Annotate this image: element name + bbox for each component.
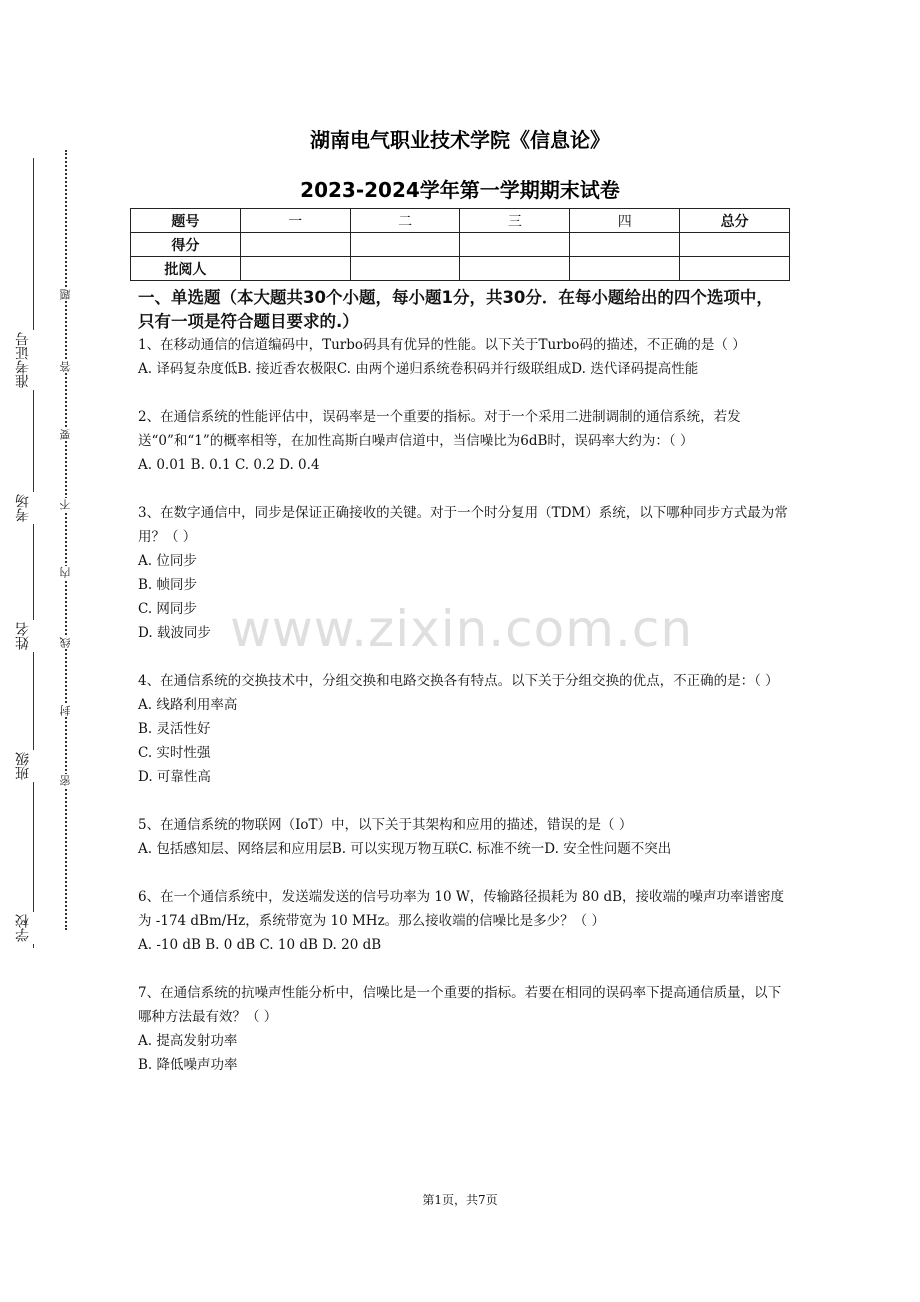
question-item bbox=[138, 981, 788, 1077]
seal-word: 答 bbox=[59, 361, 72, 372]
question-item bbox=[138, 405, 788, 477]
question-stem: 5、在通信系统的物联网（IoT）中，以下关于其架构和应用的描述，错误的是（ ） bbox=[138, 817, 633, 833]
question-option: D. 载波同步 bbox=[138, 625, 211, 641]
question-option: A. 译码复杂度低B. 接近香农极限C. 由两个递归系统卷积码并行级联组成D. 迭代译码提高性能 bbox=[138, 361, 699, 377]
question-option: A. -10 dB B. 0 dB C. 10 dB D. 20 dB bbox=[138, 937, 382, 953]
seal-word: 密 bbox=[59, 775, 72, 786]
score-cell bbox=[460, 233, 570, 257]
seal-word: 线 bbox=[59, 637, 72, 648]
section-heading: 一、单选题（本大题共30个小题，每小题1分，共30分．在每小题给出的四个选项中，只有一项是符合题目要求的.） bbox=[138, 288, 773, 331]
margin-label-school: 学校 bbox=[13, 912, 41, 944]
grader-cell bbox=[570, 257, 680, 281]
question-stem: 2、在通信系统的性能评估中，误码率是一个重要的指标。对于一个采用二进制调制的通信系统，若发送“0”和“1”的概率相等，在加性高斯白噪声信道中，当信噪比为6dB时，误码率大约为：（ ） bbox=[138, 409, 741, 449]
score-header-cell: 总分 bbox=[680, 209, 790, 233]
seal-word: 内 bbox=[59, 567, 72, 578]
question-item bbox=[138, 813, 788, 861]
question-stem: 7、在通信系统的抗噪声性能分析中，信噪比是一个重要的指标。若要在相同的误码率下提高通信质量，以下哪种方法最有效？（ ） bbox=[138, 985, 782, 1025]
grader-cell bbox=[680, 257, 790, 281]
seal-word: 要 bbox=[59, 429, 72, 440]
page-subtitle: 2023-2024学年第一学期期末试卷 bbox=[300, 178, 620, 202]
score-header-cell: 二 bbox=[350, 209, 460, 233]
seal-word: 封 bbox=[59, 705, 72, 716]
question-option: A. 包括感知层、网络层和应用层B. 可以实现万物互联C. 标准不统一D. 安全性问题不突出 bbox=[138, 841, 672, 857]
score-table bbox=[130, 208, 790, 281]
question-list bbox=[138, 333, 788, 1101]
grader-cell bbox=[350, 257, 460, 281]
question-option: B. 灵活性好 bbox=[138, 721, 211, 737]
seal-dotted-line bbox=[65, 150, 67, 930]
question-option: A. 0.01 B. 0.1 C. 0.2 D. 0.4 bbox=[138, 457, 320, 473]
score-row bbox=[131, 233, 790, 257]
score-table-header-row bbox=[131, 209, 790, 233]
question-stem: 4、在通信系统的交换技术中，分组交换和电路交换各有特点。以下关于分组交换的优点，不正确的是：（ ） bbox=[138, 673, 779, 689]
margin-label-exam-number: 准考证号 bbox=[13, 330, 41, 390]
question-option: B. 降低噪声功率 bbox=[138, 1057, 238, 1073]
question-item bbox=[138, 669, 788, 789]
grader-row-label: 批阅人 bbox=[131, 257, 241, 281]
question-stem: 6、在一个通信系统中，发送端发送的信号功率为 10 W，传输路径损耗为 80 dB，接收端的噪声功率谱密度为 -174 dBm/Hz，系统带宽为 10 MHz。那么接收端的信噪比是多少？（ ） bbox=[138, 889, 785, 929]
question-item bbox=[138, 333, 788, 381]
question-option: C. 实时性强 bbox=[138, 745, 211, 761]
page-title: 湖南电气职业技术学院《信息论》 bbox=[310, 128, 610, 152]
seal-word: 不 bbox=[59, 499, 72, 510]
question-option: A. 提高发射功率 bbox=[138, 1033, 238, 1049]
question-item bbox=[138, 885, 788, 957]
page-footer: 第1页，共7页 bbox=[422, 1193, 498, 1207]
grader-row bbox=[131, 257, 790, 281]
question-stem: 3、在数字通信中，同步是保证正确接收的关键。对于一个时分复用（TDM）系统，以下哪种同步方式最为常用？（ ） bbox=[138, 505, 788, 545]
question-stem: 1、在移动通信的信道编码中，Turbo码具有优异的性能。以下关于Turbo码的描述，不正确的是（ ） bbox=[138, 337, 746, 353]
score-header-cell: 四 bbox=[570, 209, 680, 233]
score-row-label: 得分 bbox=[131, 233, 241, 257]
margin-label-exam-room: 考场 bbox=[13, 492, 41, 524]
score-cell bbox=[240, 233, 350, 257]
score-header-cell: 一 bbox=[240, 209, 350, 233]
score-cell bbox=[570, 233, 680, 257]
question-option: C. 网同步 bbox=[138, 601, 197, 617]
question-option: A. 位同步 bbox=[138, 553, 197, 569]
grader-cell bbox=[460, 257, 570, 281]
score-header-cell: 三 bbox=[460, 209, 570, 233]
question-option: A. 线路利用率高 bbox=[138, 697, 238, 713]
score-header-cell: 题号 bbox=[131, 209, 241, 233]
grader-cell bbox=[240, 257, 350, 281]
seal-word: 题 bbox=[59, 289, 72, 300]
question-option: D. 可靠性高 bbox=[138, 769, 211, 785]
margin-label-name: 姓名 bbox=[13, 620, 41, 652]
watermark: www.zixin.com.cn bbox=[230, 600, 694, 658]
question-option: B. 帧同步 bbox=[138, 577, 198, 593]
margin-label-class: 班级 bbox=[13, 750, 41, 782]
score-cell bbox=[350, 233, 460, 257]
binding-solid-line bbox=[33, 158, 34, 948]
score-cell bbox=[680, 233, 790, 257]
